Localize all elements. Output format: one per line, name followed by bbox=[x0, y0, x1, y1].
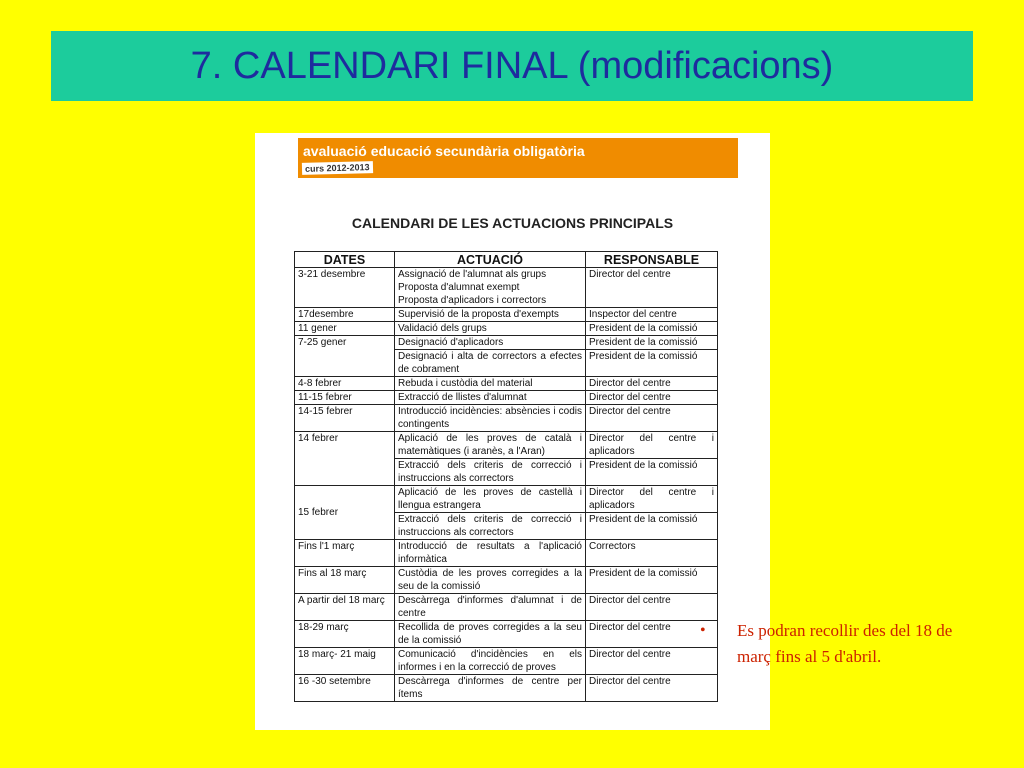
table-row bbox=[295, 594, 718, 621]
cell-responsible: Director del centre i aplicadors bbox=[586, 486, 718, 513]
table-row bbox=[295, 432, 718, 459]
cell-action: Extracció de llistes d'alumnat bbox=[395, 391, 586, 405]
header-action: ACTUACIÓ bbox=[395, 252, 586, 268]
cell-action: Descàrrega d'informes d'alumnat i de centre bbox=[395, 594, 586, 621]
note-text: Es podran recollir des del 18 de març fins al 5 d'abril. bbox=[737, 621, 953, 666]
cell-responsible: President de la comissió bbox=[586, 459, 718, 486]
cell-date: 4-8 febrer bbox=[295, 377, 395, 391]
table-row bbox=[295, 405, 718, 432]
cell-date: Fins l'1 març bbox=[295, 540, 395, 567]
cell-action: Introducció de resultats a l'aplicació informàtica bbox=[395, 540, 586, 567]
slide-title: 7. CALENDARI FINAL (modificacions) bbox=[190, 44, 834, 87]
cell-action: Custòdia de les proves corregides a la seu de la comissió bbox=[395, 567, 586, 594]
cell-action: Aplicació de les proves de castellà i llengua estrangera bbox=[395, 486, 586, 513]
cell-date: 15 febrer bbox=[295, 486, 395, 540]
table-row bbox=[295, 322, 718, 336]
cell-date: A partir del 18 març bbox=[295, 594, 395, 621]
cell-responsible: Director del centre bbox=[586, 391, 718, 405]
table-row bbox=[295, 540, 718, 567]
cell-date: 11 gener bbox=[295, 322, 395, 336]
cell-responsible: Director del centre bbox=[586, 377, 718, 391]
table-row bbox=[295, 391, 718, 405]
header-responsible: RESPONSABLE bbox=[586, 252, 718, 268]
cell-action: Extracció dels criteris de correcció i instruccions als correctors bbox=[395, 513, 586, 540]
cell-action: Comunicació d'incidències en els informes i en la correcció de proves bbox=[395, 648, 586, 675]
cell-responsible: Director del centre bbox=[586, 405, 718, 432]
cell-action: Supervisió de la proposta d'exempts bbox=[395, 308, 586, 322]
table-row bbox=[295, 648, 718, 675]
calendar-document bbox=[255, 133, 770, 730]
table-row bbox=[295, 377, 718, 391]
cell-responsible: President de la comissió bbox=[586, 350, 718, 377]
cell-action: Validació dels grups bbox=[395, 322, 586, 336]
doc-heading: CALENDARI DE LES ACTUACIONS PRINCIPALS bbox=[351, 215, 674, 231]
table-row bbox=[295, 486, 718, 513]
cell-responsible: Director del centre bbox=[586, 621, 718, 648]
header-dates: DATES bbox=[295, 252, 395, 268]
table-row bbox=[295, 675, 718, 702]
table-row bbox=[295, 268, 718, 308]
cell-date: 3-21 desembre bbox=[295, 268, 395, 308]
title-bar bbox=[51, 31, 973, 101]
cell-date: 7-25 gener bbox=[295, 336, 395, 377]
cell-action: Aplicació de les proves de català i matemàtiques (i aranès, a l'Aran) bbox=[395, 432, 586, 459]
cell-action: Designació i alta de correctors a efectes de cobrament bbox=[395, 350, 586, 377]
cell-responsible: Director del centre i aplicadors bbox=[586, 432, 718, 459]
table-row bbox=[295, 567, 718, 594]
cell-responsible: Director del centre bbox=[586, 268, 718, 308]
cell-action: Rebuda i custòdia del material bbox=[395, 377, 586, 391]
cell-responsible: President de la comissió bbox=[586, 322, 718, 336]
table-header-row bbox=[295, 252, 718, 268]
cell-date: 18 març- 21 maig bbox=[295, 648, 395, 675]
cell-date: 14 febrer bbox=[295, 432, 395, 486]
cell-action: Extracció dels criteris de correcció i instruccions als correctors bbox=[395, 459, 586, 486]
cell-action: Designació d'aplicadors bbox=[395, 336, 586, 350]
doc-banner bbox=[298, 138, 738, 178]
cell-action: Introducció incidències: absències i codis contingents bbox=[395, 405, 586, 432]
cell-responsible: President de la comissió bbox=[586, 567, 718, 594]
cell-responsible: Correctors bbox=[586, 540, 718, 567]
cell-action: Assignació de l'alumnat als grups Proposta d'alumnat exempt Proposta d'aplicadors i correctors bbox=[395, 268, 586, 308]
banner-title: avaluació educació secundària obligatòria bbox=[303, 143, 585, 159]
cell-date: 18-29 març bbox=[295, 621, 395, 648]
cell-action: Descàrrega d'informes de centre per ítems bbox=[395, 675, 586, 702]
cell-responsible: President de la comissió bbox=[586, 513, 718, 540]
cell-responsible: Director del centre bbox=[586, 648, 718, 675]
banner-course: curs 2012-2013 bbox=[302, 161, 373, 175]
cell-date: 17desembre bbox=[295, 308, 395, 322]
note-bullet: • bbox=[700, 622, 706, 639]
table-row bbox=[295, 336, 718, 350]
cell-responsible: Inspector del centre bbox=[586, 308, 718, 322]
cell-date: 14-15 febrer bbox=[295, 405, 395, 432]
cell-date: Fins al 18 març bbox=[295, 567, 395, 594]
cell-date: 16 -30 setembre bbox=[295, 675, 395, 702]
cell-action: Recollida de proves corregides a la seu de la comissió bbox=[395, 621, 586, 648]
cell-responsible: President de la comissió bbox=[586, 336, 718, 350]
cell-responsible: Director del centre bbox=[586, 594, 718, 621]
calendar-table bbox=[294, 251, 718, 702]
cell-responsible: Director del centre bbox=[586, 675, 718, 702]
cell-date: 11-15 febrer bbox=[295, 391, 395, 405]
table-row bbox=[295, 621, 718, 648]
table-row bbox=[295, 308, 718, 322]
